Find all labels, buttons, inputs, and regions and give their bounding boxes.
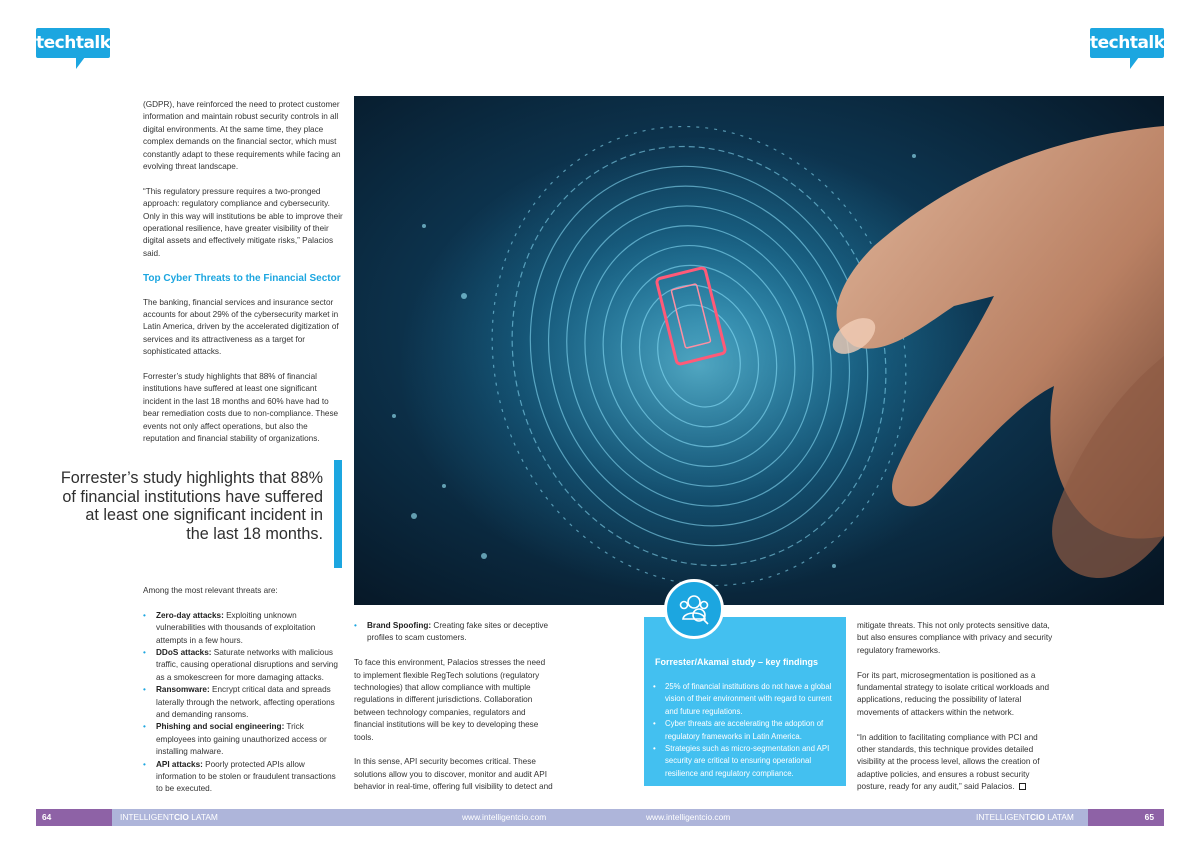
- threats-list: [143, 610, 343, 796]
- paragraph: In this sense, API security becomes critical. These solutions allow you to discover, monitor and audit API behavior in real-time, offering full visibility to detect and: [354, 757, 553, 792]
- footer-brand-left: INTELLIGENTCIO LATAM: [120, 812, 218, 822]
- article-column-1: [143, 99, 343, 458]
- techtalk-logo-left: [36, 28, 110, 70]
- paragraph: “This regulatory pressure requires a two-pronged approach: regulatory compliance and cybersecurity. Only in this way will institutions be able to improve their operational resilience, have greater visibility of their digital assets and effectively mitigate risks,” Palacios said.: [143, 186, 343, 258]
- logo-text: techtalk: [1090, 33, 1165, 53]
- key-findings-title: Forrester/Akamai study – key findings: [655, 657, 819, 667]
- list-item: • API attacks: Poorly protected APIs allow information to be stolen or fraudulent transactions to be executed.: [143, 759, 343, 796]
- paragraph: (GDPR), have reinforced the need to protect customer information and maintain robust security controls in all digital environments. At the same time, they place complex demands on the financial sector, which must constantly adapt to these requirements while facing an evolving threat landscape.: [143, 100, 341, 172]
- page-number-left: 64: [36, 809, 112, 826]
- list-item: • Zero-day attacks: Exploiting unknown vulnerabilities with thousands of exploitation attempts in a few hours.: [143, 610, 343, 647]
- pull-quote: Forrester’s study highlights that 88% of financial institutions have suffered at least one significant incident in the last 18 months.: [60, 469, 323, 543]
- section-heading: Top Cyber Threats to the Financial Sector: [143, 272, 341, 284]
- key-findings-list: [653, 681, 839, 780]
- list-item: • Brand Spoofing: Creating fake sites or deceptive profiles to scam customers.: [354, 620, 554, 645]
- threats-column: [143, 585, 343, 796]
- paragraph: To face this environment, Palacios stresses the need to implement flexible RegTech solutions (regulatory technologies) that allow compliance with multiple regulations in different jurisdictions. Collaboration between technology companies, regulators and financial institutions will be key to developing these tools.: [354, 658, 546, 742]
- user-search-icon: [664, 579, 724, 639]
- techtalk-logo-right: [1090, 28, 1164, 70]
- pull-quote-bar: [334, 460, 342, 568]
- footer-brand-right: INTELLIGENTCIO LATAM: [976, 812, 1074, 822]
- paragraph: “In addition to facilitating compliance with PCI and other standards, this technique provides detailed visibility at the process level, allows the creation of adaptive policies, and ensures a robust security posture, ready for any audit,” said Palacios.: [857, 732, 1040, 792]
- key-findings-box: [644, 617, 846, 786]
- article-column-2: [354, 620, 554, 806]
- end-of-article-icon: [1019, 783, 1026, 790]
- list-item: • Cyber threats are accelerating the adoption of regulatory frameworks in Latin America.: [653, 718, 839, 743]
- paragraph: Forrester’s study highlights that 88% of financial institutions have suffered at least one significant incident in the last 18 months and 60% have had to bear remediation costs due to non-compliance. These events not only affect operations, but also the reputation and financial stability of organizations.: [143, 372, 339, 444]
- page-number-right: 65: [1088, 809, 1164, 826]
- list-item: • 25% of financial institutions do not have a global vision of their environment with regard to current and future regulations.: [653, 681, 839, 718]
- list-item: • Phishing and social engineering: Trick employees into gaining unauthorized access or installing malware.: [143, 721, 343, 758]
- footer-bar: [36, 809, 1164, 826]
- paragraph: The banking, financial services and insurance sector accounts for about 29% of the cybersecurity market in Latin America, driven by the accelerated digitization of services and its attractiveness as a target for sophisticated attacks.: [143, 297, 339, 357]
- list-item: • Ransomware: Encrypt critical data and spreads laterally through the network, affecting operations and demanding ransoms.: [143, 684, 343, 721]
- list-item: • Strategies such as micro-segmentation and API security are critical to ensuring operational resilience and regulatory compliance.: [653, 743, 839, 780]
- footer-url-right: www.intelligentcio.com: [646, 812, 731, 822]
- paragraph: For its part, microsegmentation is positioned as a fundamental strategy to isolate critical workloads and applications, reducing the possibility of lateral movements of attackers within the network.: [857, 670, 1050, 717]
- cyber-fingerprint-photo: [354, 96, 1164, 605]
- logo-text: techtalk: [36, 33, 111, 53]
- threats-intro: Among the most relevant threats are:: [143, 586, 278, 595]
- threats-list-continued: [354, 620, 554, 645]
- footer-url-left: www.intelligentcio.com: [462, 812, 547, 822]
- paragraph: mitigate threats. This not only protects sensitive data, but also ensures compliance with privacy and security regulatory frameworks.: [857, 621, 1053, 655]
- article-column-3: [857, 620, 1057, 806]
- list-item: • DDoS attacks: Saturate networks with malicious traffic, causing operational disruptions and serving as a smokescreen for more damaging attacks.: [143, 647, 343, 684]
